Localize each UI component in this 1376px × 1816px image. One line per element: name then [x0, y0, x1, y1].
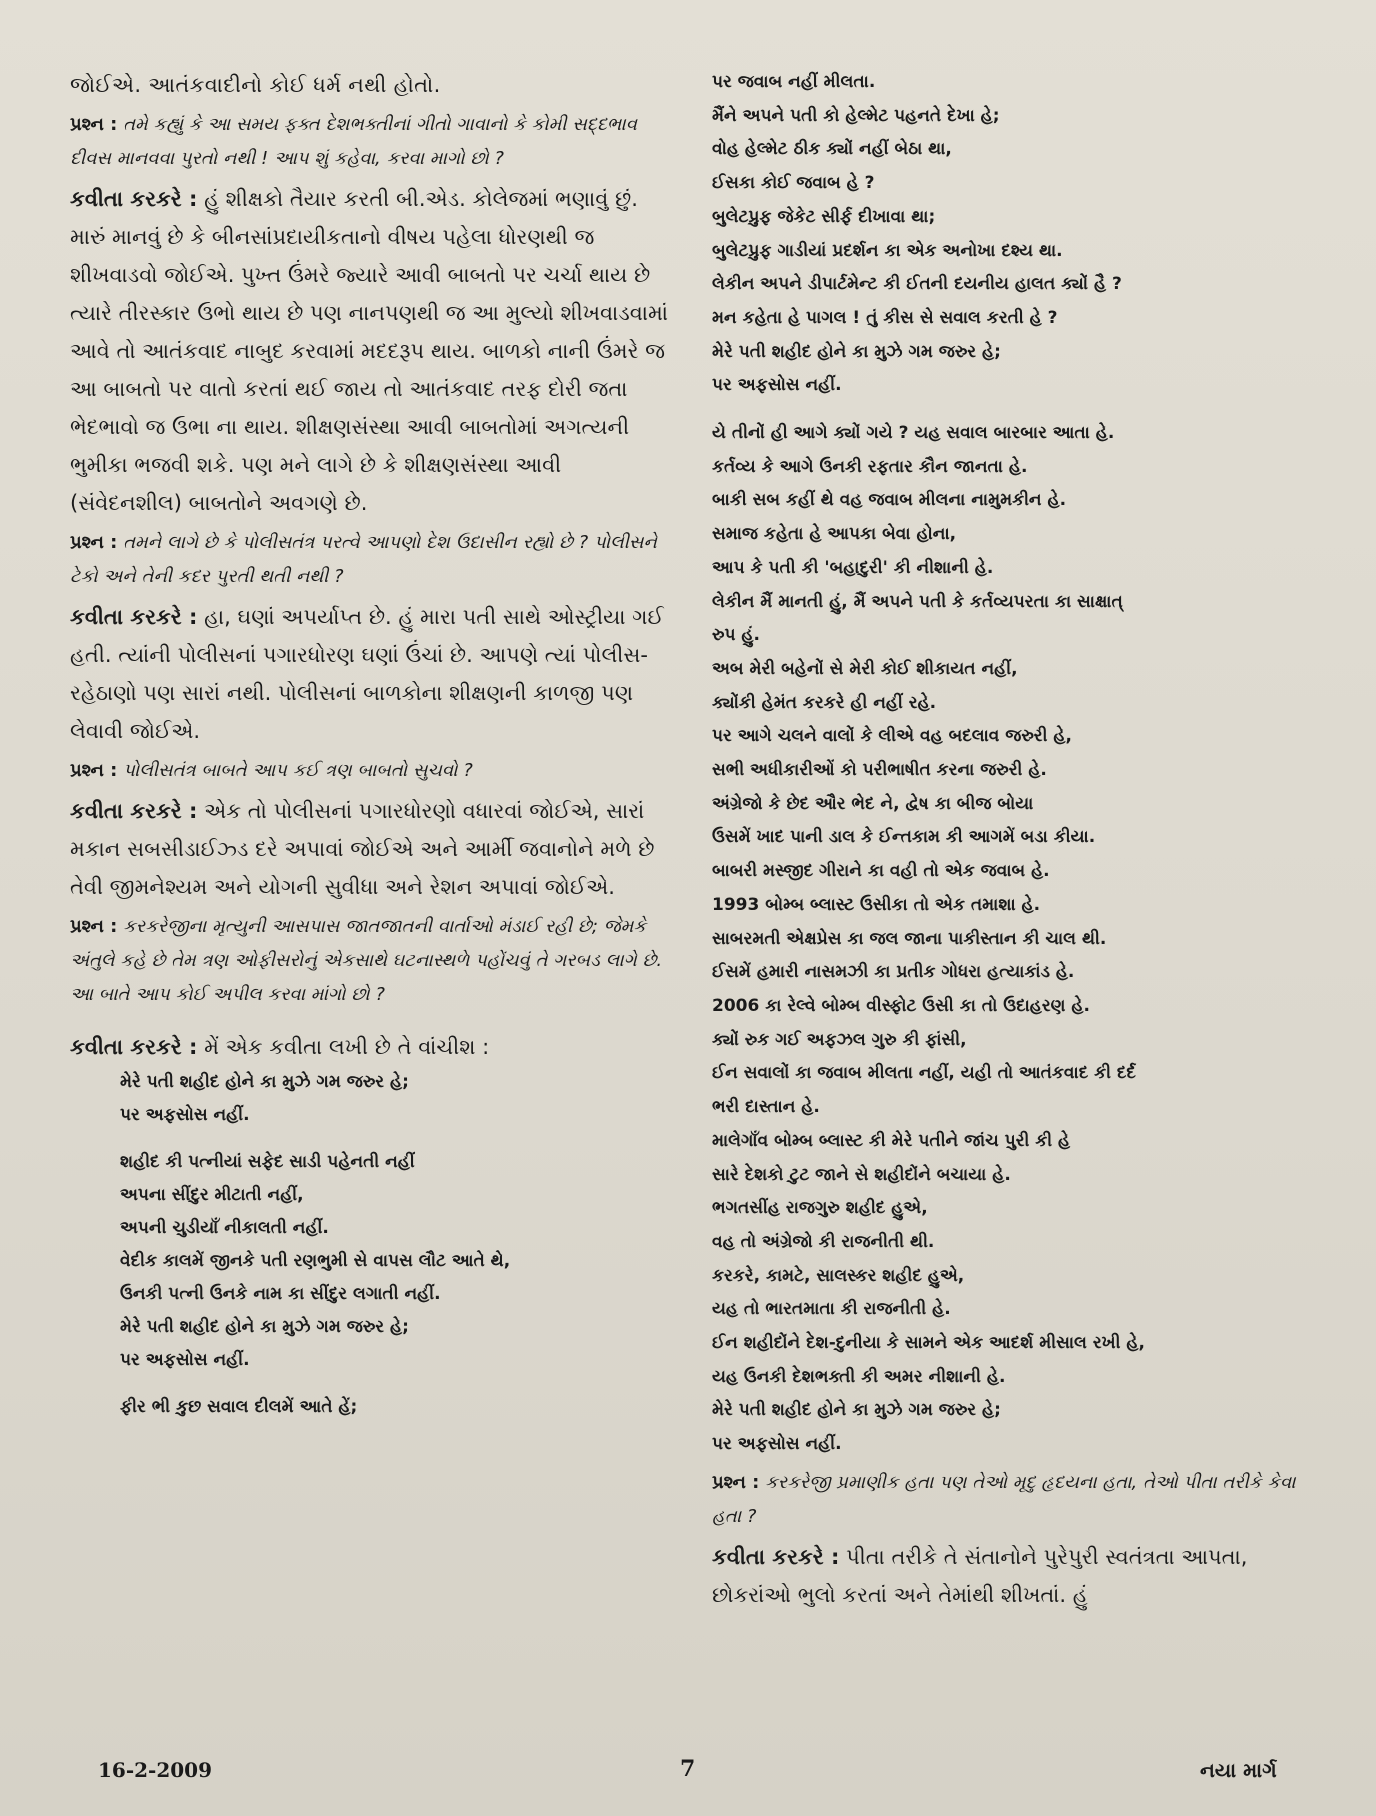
poem-stanza-2: [120, 1146, 670, 1377]
poem-line: વેદીક કાલમેં જીનકે પતી રણભુમી સે વાપસ લૌટ આતે થે,: [120, 1251, 511, 1271]
poem-line: યહ ઉનકી દેશભક્તી કી અમર નીશાની હે.: [712, 1366, 1006, 1387]
poem-line: મેરે પતી શહીદ હોને કા મુઝે ગમ જરુર હે;: [712, 341, 1001, 362]
answer-text: પીતા તરીકે તે સંતાનોને પુરેપુરી સ્વતંત્રતા આપતા, છોકરાંઓ ભુલો કરતાં અને તેમાંથી શીખતાં. હું: [712, 1544, 1248, 1607]
answer-3: [70, 792, 670, 906]
question-4: [70, 910, 670, 1012]
question-text: કરકરેજીના મૃત્યુની આસપાસ જાતજાતની વાર્તાઓ મંડાઈ રહી છે; જેમકે અંતુલે કહે છે તેમ ત્રણ ઓફીસરોનું એકસાથે ઘટનાસ્થળે પહોંચવું તે ગરબડ લાગે છે. આ બાતે આપ કોઈ અપીલ કરવા માંગો છો ?: [70, 916, 663, 1005]
poem-stanza-4: [712, 66, 1312, 403]
poem-line: સારે દેશકો ટુટ જાને સે શહીદોંને બચાયા હે.: [712, 1164, 1011, 1185]
poem-line: ઉસમેં ખાદ પાની ડાલ કે ઈન્તકામ કી આગમેં બડા કીયા.: [712, 827, 1096, 848]
poem-line: ઈસકા કોઈ જવાબ હે ?: [712, 173, 875, 194]
answer-4: [70, 1028, 670, 1066]
answer-text: હા, ઘણાં અપર્યાપ્ત છે. હું મારા પતી સાથે ઓસ્ટ્રીયા ગઈ હતી. ત્યાંની પોલીસનાં પગારધોરણ ઘણાં ઉંચાં છે. આપણે ત્યાં પોલીસ-રહેઠાણો પણ સારાં નથી. પોલીસનાં બાળકોના શીક્ષણની કાળજી પણ લેવાવી જોઈએ.: [70, 605, 664, 743]
poem-line: લેકીન અપને ડીપાર્ટમેન્ટ કી ઈતની દયનીય હાલત ક્યોં હૈ ?: [712, 274, 1122, 295]
poem-line: બાકી સબ કહીં થે વહ જવાબ મીલના નામુમકીન હે.: [712, 490, 1067, 511]
poem-line: ફીર ભી કુછ સવાલ દીલમેં આતે હેં;: [120, 1397, 358, 1417]
poem-line: પર અફસોસ નહીં.: [120, 1350, 250, 1370]
poem-line: ઈન સવાલોં કા જવાબ મીલતા નહીં, યહી તો આતંકવાદ કી દર્દ: [712, 1063, 1136, 1084]
question-label: પ્રશ્ન :: [70, 114, 118, 135]
question-label: પ્રશ્ન :: [712, 1471, 760, 1493]
poem-line: પર જવાબ નહીં મીલતા.: [712, 72, 876, 92]
question-text: કરકરેજી પ્રમાણીક હતા પણ તેઓ મૃદુ હૃદયના હતા, તેઓ પીતા તરીકે કેવા હતા ?: [712, 1471, 1296, 1527]
poem-line: મૈંને અપને પતી કો હેલ્મેટ પહનતે દેખા હે;: [712, 105, 1000, 126]
poem-line: આપ કે પતી કી 'બહાદુરી' કી નીશાની હે.: [712, 557, 994, 578]
question-text: તમને લાગે છે કે પોલીસતંત્ર પરત્વે આપણો દેશ ઉદાસીન રહ્યો છે ? પોલીસને ટેકો અને તેની કદર પુરતી થતી નથી ?: [70, 532, 657, 587]
question-label: પ્રશ્ન :: [70, 532, 118, 553]
intro-text: જોઈએ. આતંકવાદીનો કોઈ ધર્મ નથી હોતો.: [70, 73, 441, 97]
poem-line: બુલેટપ્રુફ જેકેટ સીર્ફ દીખાવા થા;: [712, 206, 936, 227]
speaker-label: કવીતા કરકરે :: [70, 799, 198, 823]
poem-line: અબ મેરી બહેનોં સે મેરી કોઈ શીકાયત નહીં,: [712, 658, 1018, 679]
poem-line: ક્યોંકી હેમંત કરકરે હી નહીં રહે.: [712, 692, 937, 713]
poem-line: ભરી દાસ્તાન હે.: [712, 1097, 820, 1118]
answer-5: [712, 1538, 1312, 1614]
poem-line: સભી અધીકારીઓં કો પરીભાષીત કરના જરુરી હે.: [712, 760, 1047, 781]
issue-date: 16-2-2009: [98, 1758, 213, 1782]
poem-stanza-1: [120, 1066, 670, 1132]
poem-line: સાબરમતી એક્ષપ્રેસ કા જલ જાના પાકીસ્તાન કી ચાલ થી.: [712, 928, 1107, 949]
poem-line: મેરે પતી શહીદ હોને કા મુઝે ગમ જરુર હે;: [120, 1317, 409, 1337]
poem-line: યે તીનોં હી આગે ક્યોં ગયે ? યહ સવાલ બારબાર આતા હે.: [712, 423, 1115, 444]
poem-line: રુપ હું.: [712, 625, 760, 646]
poem-line: મેરે પતી શહીદ હોને કા મુઝે ગમ જરુર હે;: [120, 1072, 409, 1092]
poem-line: ભગતસીંહ રાજગુરુ શહીદ હુએ,: [712, 1198, 928, 1219]
poem-line: 2006 કા રેલ્વે બોમ્બ વીસ્ફોટ ઉસી કા તો ઉદાહરણ હે.: [712, 995, 1090, 1016]
answer-text: હું શીક્ષકો તૈયાર કરતી બી.એડ. કોલેજમાં ભણાવું છું. મારું માનવું છે કે બીનસાંપ્રદાયીકતાનો વીષય પહેલા ધોરણથી જ શીખવાડવો જોઈએ. પુખ્ત ઉંમરે જ્યારે આવી બાબતો પર ચર્ચા થાય છે ત્યારે તીરસ્કાર ઉભો થાય છે પણ નાનપણથી જ આ મુલ્યો શીખવાડવામાં આવે તો આતંકવાદ નાબુદ કરવામાં મદદરૂપ થાય. બાળકો નાની ઉંમરે જ આ બાબતો પર વાતો કરતાં થઈ જાય તો આતંકવાદ તરફ દોરી જતા ભેદભાવો જ ઉભા ના થાય. શીક્ષણસંસ્થા આવી બાબતોમાં અગત્યની ભુમીકા ભજવી શકે. પણ મને લાગે છે કે શીક્ષણસંસ્થા આવી (સંવેદનશીલ) બાબતોને અવગણે છે.: [70, 187, 668, 515]
answer-text: એક તો પોલીસનાં પગારધોરણો વધારવાં જોઈએ, સારાં મકાન સબસીડાઈઝ્ડ દરે અપાવાં જોઈએ અને આર્મી જવાનોને મળે છે તેવી જીમનેશ્યમ અને યોગની સુવીધા અને રેશન અપાવાં જોઈએ.: [70, 799, 655, 899]
answer-text: મેં એક કવીતા લખી છે તે વાંચીશ :: [204, 1035, 490, 1059]
question-text: પોલીસતંત્ર બાબતે આપ કઈ ત્રણ બાબતો સુચવો ?: [123, 760, 473, 781]
poem-line: ઉનકી પત્ની ઉનકે નામ કા સીંદુર લગાતી નહીં.: [120, 1284, 441, 1304]
poem-line: પર આગે ચલને વાલોં કે લીએ વહ બદલાવ જરુરી હે,: [712, 726, 1072, 747]
speaker-label: કવીતા કરકરે :: [712, 1544, 840, 1569]
poem-line: 1993 બોમ્બ બ્લાસ્ટ ઉસીકા તો એક તમાશા હે.: [712, 894, 1041, 915]
poem-line: ઈસમેં હમારી નાસમઝી કા પ્રતીક ગોધરા હત્યાકાંડ હે.: [712, 962, 1075, 983]
poem-line: સમાજ કહેતા હે આપકા બેવા હોના,: [712, 524, 957, 545]
poem-line: પર અફસોસ નહીં.: [712, 1434, 842, 1455]
question-5: [712, 1466, 1312, 1534]
poem-stanza-5: [712, 417, 1312, 1462]
left-column: [70, 66, 670, 1424]
poem-line: મેરે પતી શહીદ હોને કા મુઝે ગમ જરુર હે;: [712, 1400, 1001, 1421]
poem-line: અપની ચુડીયાઁ નીકાલતી નહીં.: [120, 1218, 329, 1238]
poem-line: પર અફસોસ નહીં.: [712, 375, 842, 396]
poem-line: વહ તો અંગ્રેજો કી રાજનીતી થી.: [712, 1231, 935, 1252]
speaker-label: કવીતા કરકરે :: [70, 1035, 198, 1059]
right-column: [712, 66, 1312, 1614]
poem-line: માલેગાઁવ બોમ્બ બ્લાસ્ટ કી મેરે પતીને જાંચ પુરી કી હે: [712, 1130, 1071, 1151]
question-2: [70, 526, 670, 594]
poem-line: બાબરી મસ્જીદ ગીરાને કા વહી તો એક જવાબ હે.: [712, 861, 1050, 882]
poem-line: મન કહેતા હે પાગલ ! તું કીસ સે સવાલ કરતી હે ?: [712, 307, 1058, 328]
poem-line: કર્તવ્ય કે આગે ઉનકી રફતાર કૌન જાનતા હે.: [712, 456, 1028, 477]
answer-1: [70, 180, 670, 522]
magazine-name: નયા માર્ગ: [1200, 1758, 1277, 1782]
answer-2: [70, 598, 670, 750]
poem-line: કરકરે, કામટે, સાલસ્કર શહીદ હુએ,: [712, 1265, 965, 1286]
page-number: 7: [680, 1756, 696, 1782]
poem-line: યહ તો ભારતમાતા કી રાજનીતી હે.: [712, 1299, 951, 1320]
speaker-label: કવીતા કરકરે :: [70, 605, 198, 629]
poem-line: ઈન શહીદોંને દેશ-દુનીયા કે સામને એક આદર્શ મીસાલ રખી હે,: [712, 1333, 1145, 1354]
question-label: પ્રશ્ન :: [70, 760, 118, 781]
question-3: [70, 754, 670, 788]
poem-stanza-3: [120, 1391, 670, 1424]
poem-line: બુલેટપ્રુફ ગાડીયાં પ્રદર્શન કા એક અનોખા દશ્ય થા.: [712, 240, 1063, 261]
question-label: પ્રશ્ન :: [70, 916, 118, 937]
poem-line: વોહ હેલ્મેટ ઠીક ક્યોં નહીં બેઠા થા,: [712, 139, 952, 160]
poem-line: શહીદ કી પત્નીયાં સફેદ સાડી પહેનતી નહીં: [120, 1152, 415, 1172]
question-text: તમે કહ્યું કે આ સમય ફક્ત દેશભક્તીનાં ગીતો ગાવાનો કે કોમી સદ્દભાવ દીવસ માનવવા પુરતો નથી ! આપ શું કહેવા, કરવા માગો છો ?: [70, 114, 637, 169]
speaker-label: કવીતા કરકરે :: [70, 187, 198, 211]
poem-line: અપના સીંદુર મીટાતી નહીં,: [120, 1185, 304, 1205]
question-1: [70, 108, 670, 176]
poem-line: લેકીન મૈં માનતી હું, મૈં અપને પતી કે કર્તવ્યપરતા કા સાક્ષાત્: [712, 591, 1123, 612]
poem-line: પર અફસોસ નહીં.: [120, 1105, 250, 1125]
poem-line: ક્યોં રુક ગઈ અફઝલ ગુરુ કી ફાંસી,: [712, 1029, 967, 1050]
poem-line: અંગ્રેજો કે છેદ ઔર ભેદ ને, દ્વેષ કા બીજ બોયા: [712, 793, 1034, 814]
